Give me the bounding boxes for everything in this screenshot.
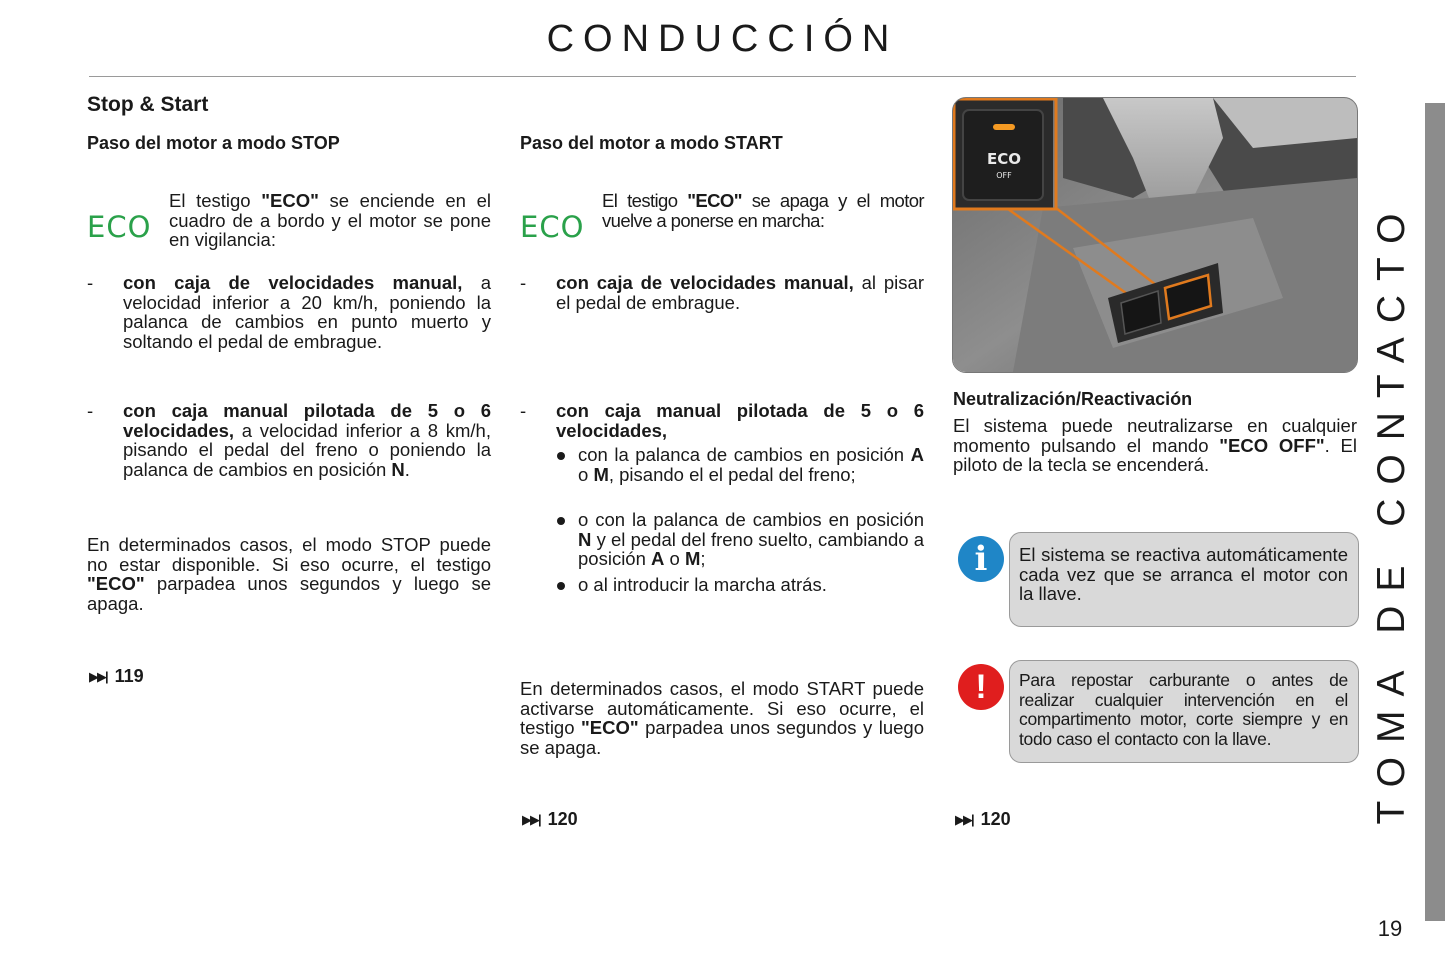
svg-text:OFF: OFF [996,171,1012,180]
neutralization-subtitle: Neutralización/Reactivación [953,389,1193,409]
stop-intro-text: El testigo "ECO" se enciende en el cuadro de a bordo y el motor se pone en vigilancia: [169,190,491,250]
start-mode-subtitle: Paso del motor a modo START [520,133,783,153]
list-item: - con caja de velocidades manual, al pisar el pedal de embrague. [520,272,924,313]
section-title: Stop & Start [87,93,209,116]
eco-indicator-icon: ECO [87,210,152,244]
bullet-icon [557,582,565,590]
list-item: - con caja manual pilotada de 5 o 6 velocidades, [520,400,924,441]
neutralization-text: El sistema puede neutralizarse en cualquier momento pulsando el mando "ECO OFF". El piloto de la tecla se encenderá. [953,415,1357,475]
page-number: 19 [1377,916,1403,941]
fast-forward-icon: ▶▶| [955,811,973,827]
header-divider [89,76,1356,77]
list-item: - con caja de velocidades manual, a velocidad inferior a 20 km/h, poniendo la palanca de cambios en punto muerto y soltando el pedal de embrague. [87,272,491,352]
dashboard-photo [952,97,1358,373]
side-tab-label: TOMA DE CONTACTO [1370,199,1413,825]
info-icon: i [958,536,1004,582]
start-intro-text: El testigo "ECO" se apaga y el motor vuelve a ponerse en marcha: [602,190,924,231]
list-item: o al introducir la marcha atrás. [556,575,924,595]
svg-text:ECO: ECO [986,150,1022,168]
page-reference-link[interactable]: ▶▶| 120 [522,809,578,829]
warning-box: Para repostar carburante o antes de realizar cualquier intervención en el compartimento motor, corte siempre y en todo caso el contacto con la llave. [1009,660,1359,763]
page-reference-link[interactable]: ▶▶| 119 [89,666,144,686]
start-note-text: En determinados casos, el modo START puede activarse automáticamente. Si eso ocurre, el testigo "ECO" parpadea unos segundos y luego se apaga. [520,678,924,758]
side-tab-bar [1425,103,1445,921]
page-title: CONDUCCIÓN [546,18,899,60]
fast-forward-icon: ▶▶| [89,668,107,684]
list-item: o con la palanca de cambios en posición N y el pedal del freno suelto, cambiando a posición A o M; [556,510,924,569]
list-item: - con caja manual pilotada de 5 o 6 velocidades, a velocidad inferior a 8 km/h, pisando el pedal del freno o poniendo la palanca de cambios en posición N. [87,400,491,480]
side-tab [1359,103,1425,921]
stop-mode-subtitle: Paso del motor a modo STOP [87,133,340,153]
list-item: con la palanca de cambios en posición A o M, pisando el el pedal del freno; [556,445,924,484]
stop-note-text: En determinados casos, el modo STOP puede no estar disponible. Si eso ocurre, el testigo "ECO" parpadea unos segundos y luego se apaga. [87,534,491,614]
fast-forward-icon: ▶▶| [522,811,540,827]
eco-indicator-icon: ECO [520,210,585,244]
bullet-icon [557,517,565,525]
info-box: El sistema se reactiva automáticamente cada vez que se arranca el motor con la llave. [1009,532,1359,627]
page-reference-link[interactable]: ▶▶| 120 [955,809,1011,829]
warning-icon: ! [958,664,1004,710]
bullet-icon [557,452,565,460]
